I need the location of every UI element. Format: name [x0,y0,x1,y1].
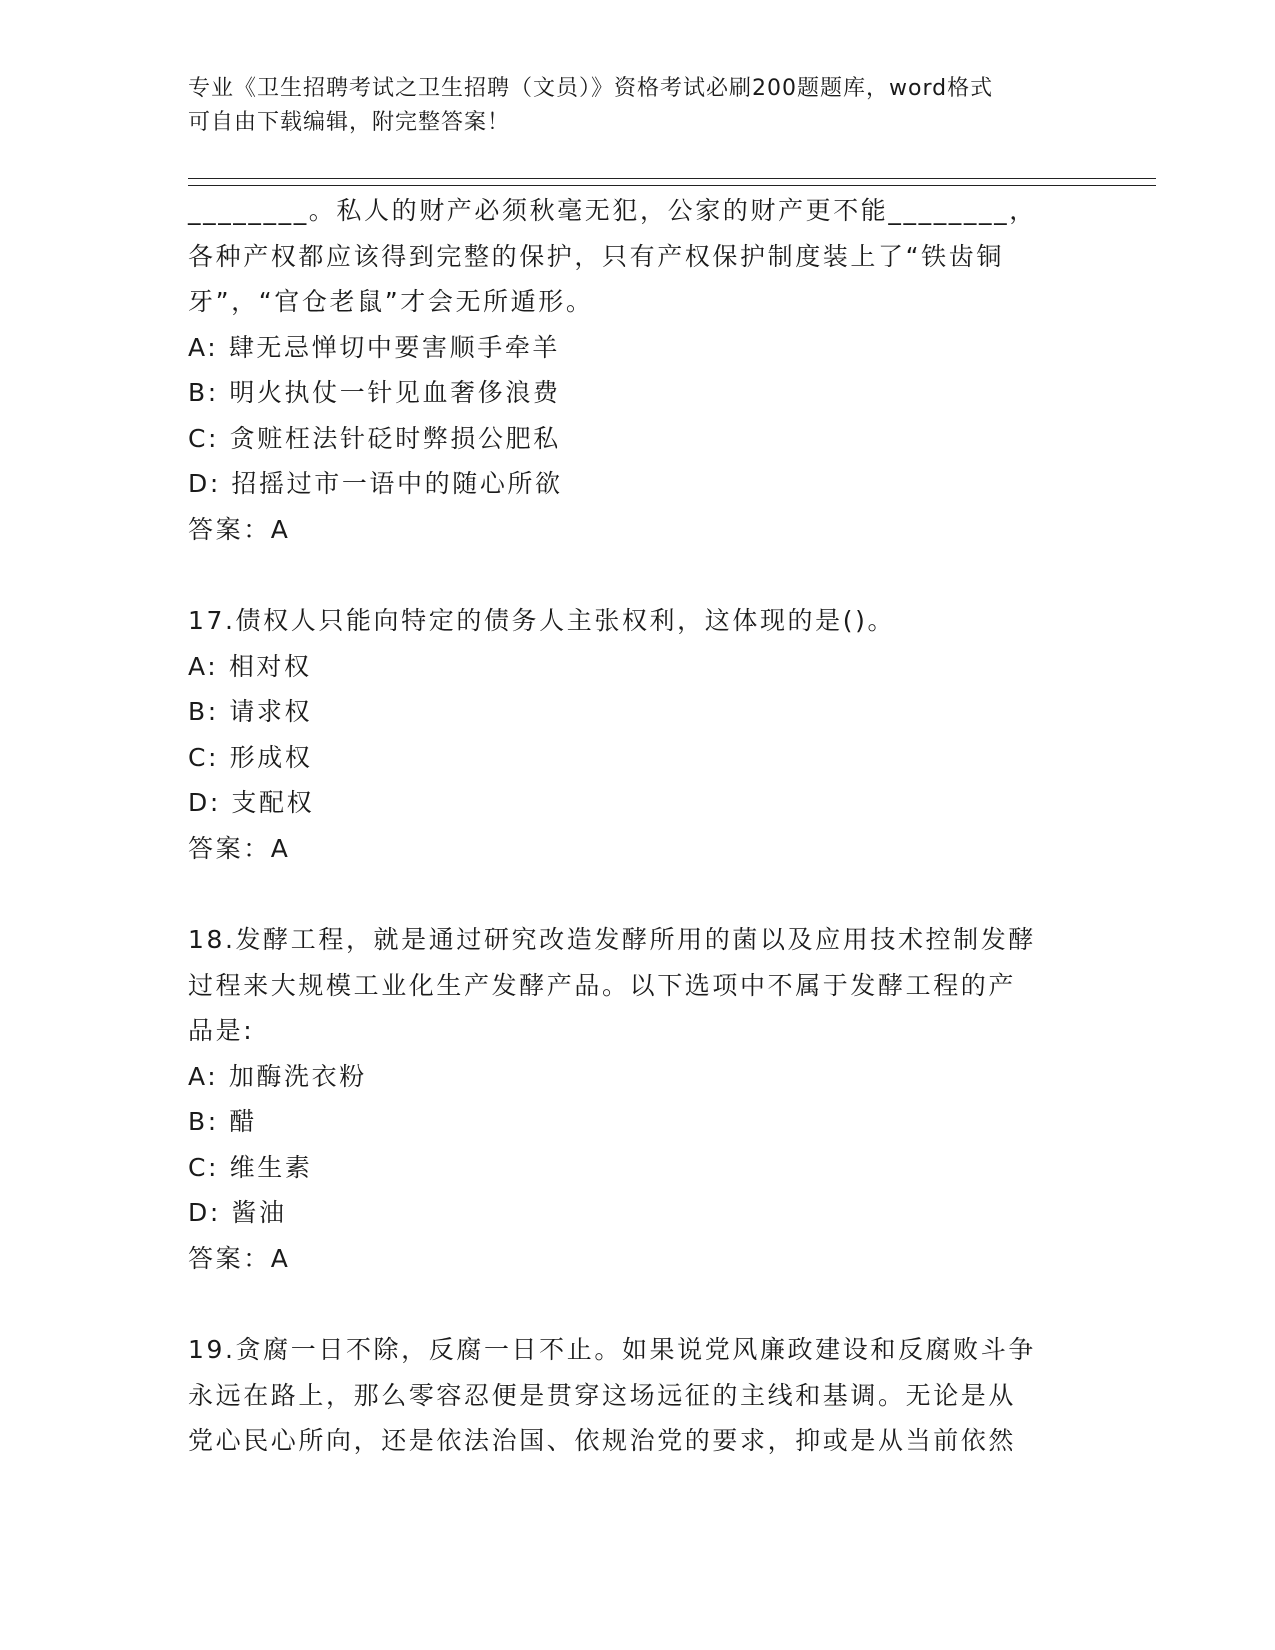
header-title-line-2: 可自由下载编辑，附完整答案！ [188,110,511,135]
answer-label: 答案：A [188,833,291,863]
option-c: C: 维生素 [188,1152,313,1182]
option-a: A: 加酶洗衣粉 [188,1061,367,1091]
option-d: D: 酱油 [188,1198,287,1227]
header-title-line-1: 专业《卫生招聘考试之卫生招聘（文员）》资格考试必刷200题题库，word格式 [188,76,994,101]
answer-label: 答案：A [188,1243,291,1273]
question-spacer [188,871,1088,917]
option-c: C: 形成权 [188,742,313,772]
option-b: B: 请求权 [188,697,313,726]
option-d: D: 招摇过市一语中的随心所欲 [188,469,563,498]
answer-label: 答案：A [188,514,291,544]
question-text-line: 19.贪腐一日不除，反腐一日不止。如果说党风廉政建设和反腐败斗争 [188,1335,1036,1364]
question-text-line: 党心民心所向，还是依法治国、依规治党的要求，抑或是从当前依然 [188,1426,1017,1455]
question-18 [188,917,1088,1281]
question-16 [188,188,1088,552]
option-c: C: 贪赃枉法针砭时弊损公肥私 [188,423,561,453]
question-spacer [188,552,1088,598]
question-text-line: 过程来大规模工业化生产发酵产品。以下选项中不属于发酵工程的产 [188,970,1017,1000]
option-a: A: 相对权 [188,651,312,681]
question-text-line: 18.发酵工程，就是通过研究改造发酵所用的菌以及应用技术控制发酵 [188,925,1036,954]
option-a: A: 肆无忌惮切中要害顺手牵羊 [188,332,561,362]
question-text-line: 各种产权都应该得到完整的保护，只有产权保护制度装上了“铁齿铜 [188,241,1004,271]
question-spacer [188,1281,1088,1327]
question-text-line: 品是: [188,1016,255,1045]
question-text-line: 17.债权人只能向特定的债务人主张权利，这体现的是()。 [188,606,896,635]
question-text-line: 牙”，“官仓老鼠”才会无所遁形。 [188,287,594,316]
option-d: D: 支配权 [188,788,315,817]
document-header [188,72,1088,140]
header-divider-top [188,178,1156,179]
question-17 [188,598,1088,871]
header-divider-bottom [188,185,1156,186]
question-text-line: 永远在路上，那么零容忍便是贯穿这场远征的主线和基调。无论是从 [188,1380,1017,1410]
document-body [188,188,1088,1464]
question-19 [188,1327,1088,1464]
option-b: B: 明火执仗一针见血奢侈浪费 [188,378,561,407]
option-b: B: 醋 [188,1107,257,1136]
question-text-line: ________。私人的财产必须秋毫无犯，公家的财产更不能________， [188,196,1037,225]
